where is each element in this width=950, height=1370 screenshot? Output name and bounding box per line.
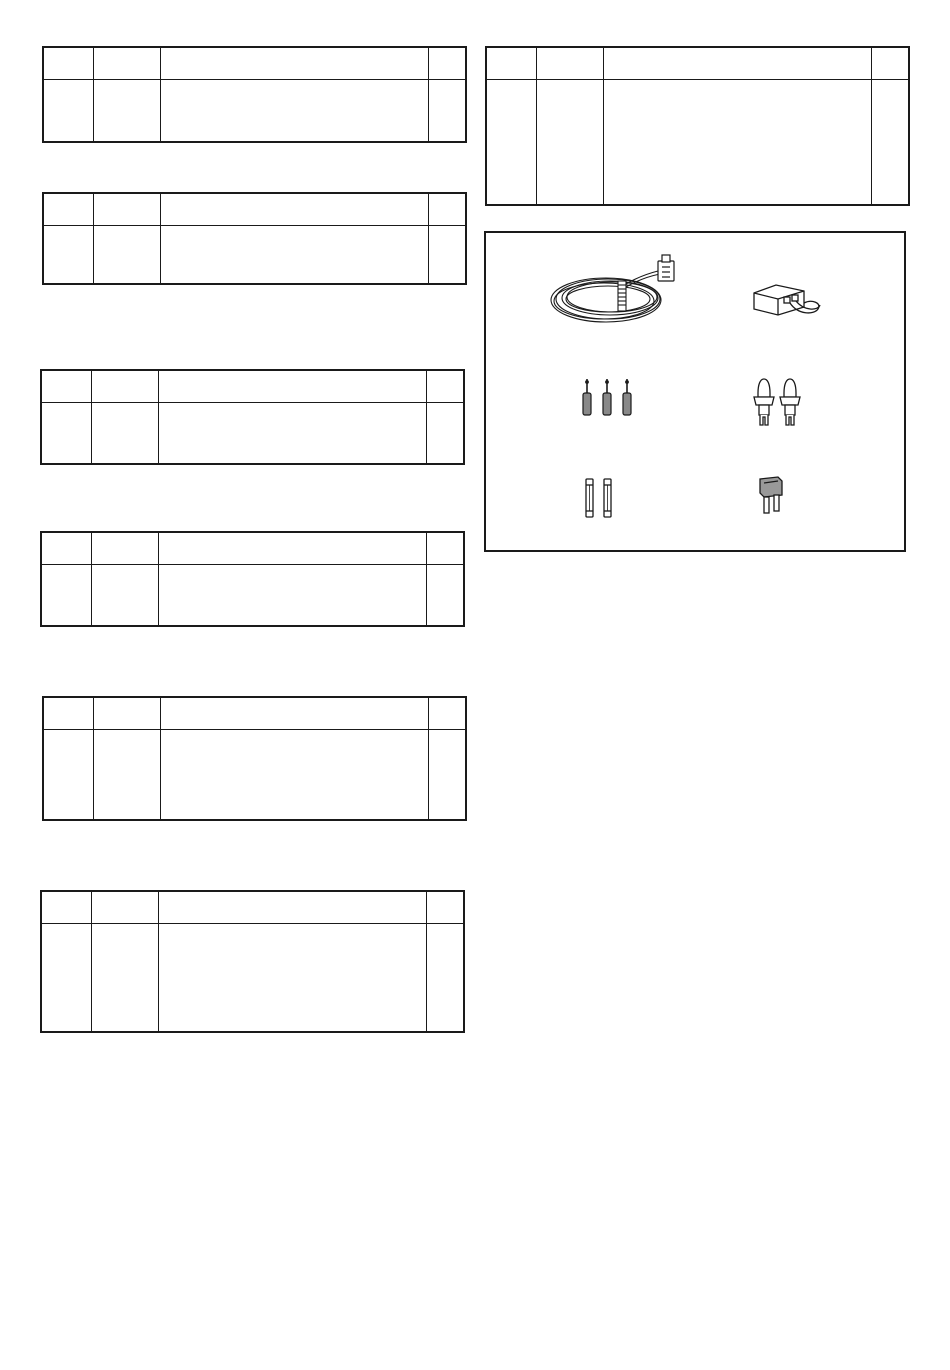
cell-description [158, 565, 426, 627]
cell-qty [428, 730, 466, 821]
header-cell-qty [426, 891, 464, 924]
header-cell-description [160, 193, 428, 226]
table-row [43, 226, 466, 285]
header-cell-part [91, 370, 158, 403]
header-cell-description [158, 891, 426, 924]
header-cell-no [43, 193, 93, 226]
parts-table-2 [42, 192, 467, 285]
header-cell-no [43, 47, 93, 80]
cell-no [43, 730, 93, 821]
accessories-panel [484, 231, 906, 552]
cell-part [91, 403, 158, 465]
cell-description [603, 80, 871, 206]
cell-description [160, 80, 428, 143]
mini-plug-icon [578, 377, 638, 419]
cell-qty [426, 924, 464, 1033]
blade-fuse-icon [756, 473, 796, 521]
header-cell-description [158, 532, 426, 565]
table-header-row [41, 891, 464, 924]
header-cell-part [91, 891, 158, 924]
header-cell-qty [428, 697, 466, 730]
cell-qty [426, 403, 464, 465]
table-row [43, 730, 466, 821]
header-cell-description [603, 47, 871, 80]
parts-table-4 [40, 531, 465, 627]
cell-qty [871, 80, 909, 206]
header-cell-qty [428, 47, 466, 80]
header-cell-part [93, 697, 160, 730]
table-header-row [43, 697, 466, 730]
parts-table-right [485, 46, 910, 206]
header-cell-part [93, 193, 160, 226]
header-cell-description [158, 370, 426, 403]
header-cell-qty [871, 47, 909, 80]
table-row [41, 924, 464, 1033]
header-cell-no [43, 697, 93, 730]
table-row [41, 403, 464, 465]
table-row [43, 80, 466, 143]
cell-no [41, 565, 91, 627]
header-cell-description [160, 697, 428, 730]
parts-table-6 [40, 890, 465, 1033]
header-cell-qty [428, 193, 466, 226]
header-cell-part [93, 47, 160, 80]
parts-table-3 [40, 369, 465, 465]
table-header-row [41, 532, 464, 565]
header-cell-part [536, 47, 603, 80]
table-row [41, 565, 464, 627]
header-cell-no [486, 47, 536, 80]
header-cell-qty [426, 370, 464, 403]
cell-no [41, 403, 91, 465]
rca-plug-icon [750, 375, 814, 429]
cell-part [536, 80, 603, 206]
cell-qty [426, 565, 464, 627]
table-header-row [41, 370, 464, 403]
cell-description [158, 924, 426, 1033]
cell-part [93, 730, 160, 821]
cell-qty [428, 226, 466, 285]
cell-no [43, 226, 93, 285]
header-cell-no [41, 891, 91, 924]
cell-part [93, 226, 160, 285]
table-row [486, 80, 909, 206]
cell-description [158, 403, 426, 465]
parts-table-5 [42, 696, 467, 821]
cell-no [43, 80, 93, 143]
table-header-row [43, 47, 466, 80]
glass-fuse-icon [582, 477, 622, 519]
cell-description [160, 226, 428, 285]
header-cell-description [160, 47, 428, 80]
connector-block-icon [748, 281, 828, 323]
table-header-row [43, 193, 466, 226]
cable-coil-icon [546, 247, 691, 327]
table-header-row [486, 47, 909, 80]
cell-part [91, 924, 158, 1033]
cell-no [486, 80, 536, 206]
cell-part [91, 565, 158, 627]
header-cell-no [41, 532, 91, 565]
cell-no [41, 924, 91, 1033]
cell-qty [428, 80, 466, 143]
header-cell-part [91, 532, 158, 565]
header-cell-no [41, 370, 91, 403]
cell-part [93, 80, 160, 143]
header-cell-qty [426, 532, 464, 565]
parts-table-1 [42, 46, 467, 143]
cell-description [160, 730, 428, 821]
